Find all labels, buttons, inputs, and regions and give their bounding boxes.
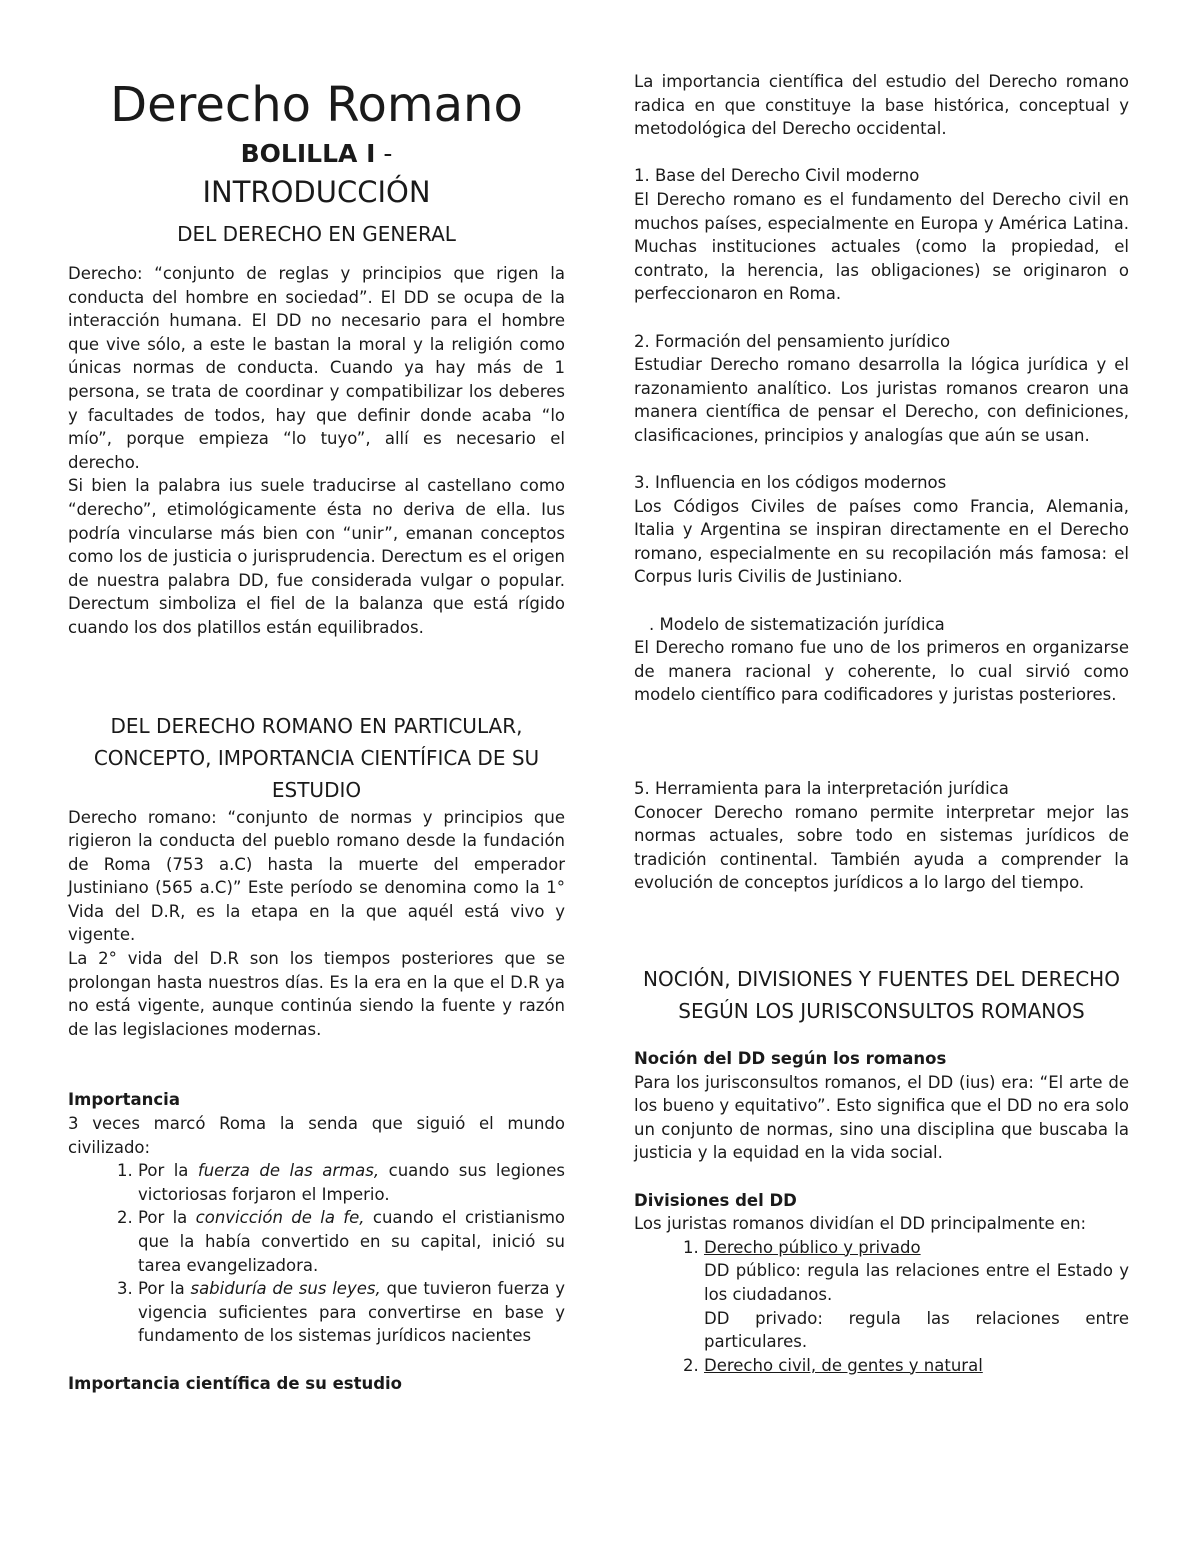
- section-1-title: 1. Base del Derecho Civil moderno: [634, 166, 920, 186]
- section-3-title: 3. Influencia en los códigos modernos: [634, 473, 947, 493]
- heading-derecho-general: DEL DERECHO EN GENERAL: [177, 222, 456, 246]
- bolilla-dash: -: [375, 139, 393, 168]
- section-2-title: 2. Formación del pensamiento jurídico: [634, 331, 951, 351]
- heading-derecho-romano: DEL DERECHO ROMANO EN PARTICULAR, CONCEPTO, IMPORTANCIA CIENTÍFICA DE SU ESTUDIO: [93, 713, 540, 802]
- paragraph-derecho-romano-concepto: Derecho romano: “conjunto de normas y principios que rigieron la conducta del pueblo romano desde la fundación de Roma (753 a.C) hasta la muerte del emperador Justiniano (565 a.C)” Este período se denomina como la 1° Vida del D.R, es la etapa en la que aquél está vivo y vigente.: [68, 807, 565, 945]
- right-column: [634, 70, 1129, 1377]
- paragraph-importancia: 3 veces marcó Roma la senda que siguió el mundo civilizado:: [68, 1114, 565, 1157]
- division-1-title: Derecho público y privado: [704, 1237, 921, 1257]
- list-item: 3. Por la sabiduría de sus leyes, que tuvieron fuerza y vigencia suficientes para convertirse en base y fundamento de los sistemas jurídicos nacientes: [138, 1277, 565, 1348]
- paragraph-derecho-definicion: Derecho: “conjunto de reglas y principios que rigen la conducta del hombre en sociedad”. El DD se ocupa de la interacción humana. El DD no necesario para el hombre que vive sólo, a este le bastan la moral y la religión como únicas normas de conducta. Cuando ya hay más de 1 persona, se trata de coordinar y compatibilizar los deberes y facultades de todos, hay que definir donde acaba “lo mío”, porque empieza “lo tuyo”, allí es necesario el derecho.: [68, 264, 565, 472]
- bolilla-label: BOLILLA I: [240, 139, 376, 168]
- document-title: Derecho Romano: [110, 77, 523, 133]
- section-4-title: . Modelo de sistematización jurídica: [649, 614, 945, 634]
- subheading-importancia-cientifica: Importancia científica de su estudio: [68, 1373, 403, 1393]
- paragraph-importancia-intro: La importancia científica del estudio del Derecho romano radica en que constituye la base histórica, conceptual y metodológica del Derecho occidental.: [634, 72, 1129, 139]
- division-2-title: Derecho civil, de gentes y natural: [704, 1355, 983, 1375]
- paragraph-segunda-vida: La 2° vida del D.R son los tiempos posteriores que se prolongan hasta nuestros días. Es la era en la que el D.R ya no está vigente, aunque continúa siendo la fuente y razón de las legislaciones modernas.: [68, 949, 565, 1039]
- subheading-nocion: Noción del DD según los romanos: [634, 1049, 947, 1068]
- paragraph-nocion: Para los jurisconsultos romanos, el DD (ius) era: “El arte de los bueno y equitativo”. Esto significa que el DD no era solo un conjunto de normas, sino una disciplina que buscaba la justicia y la equidad en la vida social.: [634, 1072, 1129, 1163]
- list-item: [704, 1236, 1129, 1354]
- importancia-list: [68, 1159, 565, 1348]
- section-1-text: El Derecho romano es el fundamento del Derecho civil en muchos países, especialmente en Europa y América Latina. Muchas instituciones actuales (como la propiedad, el contrato, la herencia, las obligaciones) se originaron o perfeccionaron en Roma.: [634, 189, 1129, 304]
- divisiones-list: [634, 1236, 1129, 1378]
- left-column: [68, 62, 565, 1395]
- division-1-privado: DD privado: regula las relaciones entre particulares.: [704, 1308, 1129, 1352]
- heading-nocion-divisiones: NOCIÓN, DIVISIONES Y FUENTES DEL DERECHO SEGÚN LOS JURISCONSULTOS ROMANOS: [643, 967, 1120, 1023]
- section-4-text: El Derecho romano fue uno de los primeros en organizarse de manera racional y coherente, lo cual sirvió como modelo científico para codificadores y juristas posteriores.: [634, 638, 1129, 705]
- paragraph-ius-etimologia: Si bien la palabra ius suele traducirse al castellano como “derecho”, etimológicamente ésta no deriva de ella. Ius podría vincularse más bien con “unir”, emanan conceptos como los de justicia o jurisprudencia. Derectum es el origen de nuestra palabra DD, fue considerada vulgar o popular. Derectum simboliza el fiel de la balanza que está rígido cuando los dos platillos están equilibrados.: [68, 476, 565, 637]
- list-item: 2. Por la convicción de la fe, cuando el cristianismo que la había convertido en su capital, inició su tarea evangelizadora.: [138, 1206, 565, 1277]
- subheading-importancia: Importancia: [68, 1090, 180, 1110]
- section-3-text: Los Códigos Civiles de países como Francia, Alemania, Italia y Argentina se inspiran directamente en el Derecho romano, especialmente en su recopilación más famosa: el Corpus Iuris Civilis de Justiniano.: [634, 496, 1129, 587]
- paragraph-divisiones: Los juristas romanos dividían el DD principalmente en:: [634, 1214, 1087, 1234]
- section-5-title: 5. Herramienta para la interpretación jurídica: [634, 779, 1009, 799]
- division-1-publico: DD público: regula las relaciones entre el Estado y los ciudadanos.: [704, 1261, 1129, 1304]
- list-item: [704, 1354, 1129, 1378]
- introduccion-heading: INTRODUCCIÓN: [202, 175, 431, 209]
- subheading-divisiones: Divisiones del DD: [634, 1190, 797, 1210]
- list-item: 1. Por la fuerza de las armas, cuando sus legiones victoriosas forjaron el Imperio.: [138, 1159, 565, 1206]
- section-5-text: Conocer Derecho romano permite interpretar mejor las normas actuales, sobre todo en sistemas jurídicos de tradición continental. También ayuda a comprender la evolución de conceptos jurídicos a lo largo del tiempo.: [634, 802, 1129, 893]
- bolilla-heading: [68, 136, 565, 172]
- section-2-text: Estudiar Derecho romano desarrolla la lógica jurídica y el razonamiento analítico. Los juristas romanos crearon una manera científica de pensar el Derecho, con definiciones, clasificaciones, principios y analogías que aún se usan.: [634, 355, 1129, 445]
